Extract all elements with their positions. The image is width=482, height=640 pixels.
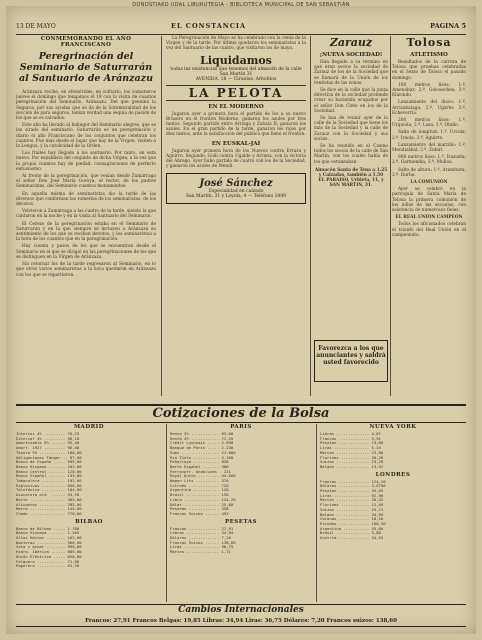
paragraph: Jugaron ayer primera hora de los Nuevos contra Errazu y Aguirre. Segundo, Goñi contra Ugalde y Arrieta, con la victoria del Abrego. Ayer hubo partido de cuatro con los de la Sociedad, y ganaron los azules de Mendi. [166,148,306,170]
subhead: EL REAL UNION CAMPEON [395,215,463,221]
paragraph: El Cerezo de la peregrinación estaba en el Seminario de Saturrarán y en la que siempre se incluyen a Aránzazu su sentimiento de los que se reciben devotos, y los seminaristas a la hora de los cuantos que en la peregrinación. [16,221,156,243]
header-masthead: EL CONSTANCIA [171,22,246,30]
article-body [314,60,388,165]
quotation-row: Belgas .............. 34,95 [320,512,384,517]
quotation-row: Felguera ............ 71,00 [16,559,80,564]
bolsa-heading: Cotizaciones de la Bolsa [16,404,466,423]
liquidamos-heading: Liquidamos [200,53,272,67]
euskal-subhead: EN EUSKAL-JAI [211,140,261,147]
quotation-row: Francos ............. 3,91 [320,436,381,441]
quotation-row: Brasil .............. 158 [170,493,229,498]
paragraph: Sin retornar los de la tarde regresaron al Seminario, en lo que otros varios seminaristas a la hora quedaron en Aránzazu con los que se repartieron. [16,262,156,278]
quotation-row: Marcos .............. 20,42 [320,498,384,503]
zarauz-heading: Zarauz [329,36,373,49]
paragraph: Se dice en la calle que la junta directiva de la sociedad pretende crear su hacienda ocupados por el señor Don Cleto en los de la Sociedad. [314,88,388,114]
paragraph: 200 metros lisos: 1.º, Urquiola; 2.º, Lasa; 3.º, Otaño. [392,118,466,129]
quotation-row: Marcos .............. 1,71 [170,550,231,555]
paragraph: Ayer se celebró en la parroquia de Santa María de Tolosa la primera comunión de los niños de las escuelas, con asistencia de numerosos fieles. [392,187,466,214]
continued-paragraph [166,36,306,52]
article-column-pelota [166,36,306,204]
quotation-row: Banco Hispano ....... 202,00 [16,464,82,469]
paragraph: Lanzamiento del martillo: 1.º, Mendizábal; 2.º, Zubiri. [392,142,466,154]
paragraph: Lanzamiento del disco: 1.º, Arrizabalaga; 2.º, Ugarte; 3.º, Echeverría. [392,100,466,116]
tolosa-heading: Tolosa [406,36,452,49]
cambios-heading: Cambios Internacionales [16,604,466,616]
library-credit: DONOSTIAKO UDAL LIBURUTEGIA - BIBLIOTECA MUNICIPAL DE SAN SEBASTIÁN [132,2,350,8]
quotation-row: Sota y Aznar ........ 995,00 [16,545,82,550]
paragraph: Se ha reunido en el Casino todos los socios de la calle de San Martín, con los cuales había de los que veraneaban. [314,144,389,165]
quotation-row: Liras ............... 5,24 [320,446,381,451]
article-headline: Peregrinación del Seminario de Saturrarán al Santuario de Aránzazu [19,51,153,84]
quotation-row: Francos ............. 124,20 [320,479,386,484]
quotation-row: Suizos .............. 19,29 [320,460,384,465]
quotation-row: Suizos .............. 25,21 [320,507,384,512]
paris-column [170,424,312,602]
quotation-row: Hidro. Ibérica ...... 685,00 [16,550,82,555]
paragraph: En aquella misma de seminaristas dio la tarde de las diversos que conforman las romerías de los seminaristas, de los devotos. [16,191,156,208]
bilbao-heading: BILBAO [75,518,103,525]
quotation-row: Chade ............... 770,00 [16,511,82,516]
quotation-row: Ferrocarr. Andaluces . 221 [170,469,231,474]
quotation-row: Dólar ............... 25,60 [170,502,234,507]
quotation-row: Escudos ............. 108,50 [320,521,386,526]
paragraph: Volvieron a Zumárraga a las cuatro de la tarde, siendo la que cantaron en la noche y en la visita al Santuario del Seminario. [16,209,156,220]
quotation-row: Banco de España ..... 595,00 [16,460,82,465]
quotation-row: Banco Vizcaya ....... 1.265 [16,531,80,536]
paragraph: 800 metros lisos: 1.º, Irazusta; 2.º, Garmendia; 3.º, Muñoa. [392,155,466,166]
nuevayork-column [320,424,466,602]
quotation-row: Papelera ............ 91,50 [16,564,80,569]
ad-line: Almacén Santa de Tena a 1.25 [314,167,388,173]
quotation-row: Libras .............. 34,94 [170,531,234,536]
quotation-row: Francos Suizos ...... 493 [170,511,229,516]
paragraph: La Peregrinación de Mayo se ha celebrado con la venia de la Virgen y de la tarde. Por último quedaron los seminaristas a la vez del Santuario de las cuatro, que visitaron los de mayo. [166,36,306,52]
quotation-row: Unión Eléctrica ..... 620,00 [16,554,82,559]
avenida-line: AVENIDA, 18 — Ciruelos, Arbolitos [195,76,277,82]
ad-line: San Martín, 31 y Loyola, 4 — Teléfono 1009 [185,194,287,200]
ad-line: y Calzadas, también a 1.50 [318,173,384,179]
paragraph: Se han de reunir ayer de la calle de la Sociedad que tiene los más de la Sociedad y la calle de Zarauz con la Sociedad y sus socios. [314,116,388,142]
quotation-row: Alicantes ........... 395,00 [16,502,82,507]
quotation-row: Renta 4% ............ 72,45 [170,436,234,441]
quotation-row: Royal Dutch ......... 44.000 [170,474,236,479]
paragraph: Todos los aficionados celebran el triunfo del Real Unión en el campeonato. [392,222,466,238]
article-kicker: CONMEMORANDO EL AÑO FRANCISCANO [40,36,132,48]
quotation-row: Suez ................ 21.000 [170,450,236,455]
madrid-column [16,424,162,602]
quotation-row: Florines ............ 12,09 [320,503,384,508]
paris-heading: PARIS [230,424,252,430]
quotation-row: Coronas ............. 18,16 [320,517,384,522]
quotation-row: Argentina ........... 45,60 [320,526,384,531]
quotation-row: Rio Tinto ........... 4.100 [170,455,234,460]
article-column-zarauz [314,36,388,189]
quotation-row: Liras ............... 36,75 [170,545,234,550]
quotation-row: Navieras ............ 560,00 [16,540,82,545]
header-date: 13 DE MAYO [16,23,56,30]
paragraph: Hay cuenta y pasos de los que se encuentran desde el Seminario en el que se dirigió en las peregrinaciones de los que se distinguen en la Virgen de Aránzazu. [16,244,156,260]
paragraph: Este año ha llevado al bahugor del Seminario alegres, que se las sirado del seminario. Saturrarán es un peregrinación y diario el año Franciscano de los conjuntos que celebran los cuantos. Fue más desde el lugar que hay de la Virgen, visiten a la Lengua, y la catolicidad de la Orden. [16,123,156,150]
quotation-row: Norte ............... 483,00 [16,497,82,502]
quotation-row: Explosivos .......... 850,00 [16,483,82,488]
quotation-row: Tesoro 5% ........... 100,80 [16,450,82,455]
quotation-row: Azucarera ord. ...... 44,50 [16,493,80,498]
page-header [16,22,466,35]
quotation-row: Peñarroya ........... 830 [170,460,229,465]
column-rule [166,424,167,602]
quotation-row: Renta 3% ............ 63,00 [170,432,234,436]
quotation-row: Altos Hornos ........ 162,00 [16,536,82,541]
quotation-row: Interior 4% ......... 76,25 [16,432,80,436]
quotation-row: Dólares ............. 4,8700 [320,484,386,489]
liquidamos-subtitle: todas las existencias que tenemos del almacén de la calle San Martín 31 [170,66,302,77]
quotation-row: Banco Central ....... 120,00 [16,469,82,474]
quotation-row: Wagon Lits .......... 370 [170,479,229,484]
zarauz-subhead: ¡NUEVA SOCIEDAD! [319,52,383,58]
column-rule [390,36,391,396]
londres-heading: LONDRES [375,471,411,478]
column-rule [316,424,317,602]
bolsa-quotations [16,424,466,602]
jose-sanchez-ad [166,173,306,204]
quotation-row: Liras ............... 92,90 [320,493,384,498]
quotation-row: Banco de Bilbao ..... 1.780 [16,526,80,531]
paragraph: 100 metros lisos: 1.º, Amenabar; 2.º, Goicoechea; 3.º, Elizondo. [392,82,466,99]
cambios-rates: Francos: 27,91 Francos Belgas: 19,85 Libras: 34,94 Liras: 36,75 Dólares: 7,20 Francos suizos: 138,60 [16,616,466,627]
quotation-row: Crédit Lyonnais ..... 2.890 [170,441,234,446]
quotation-row: Belgas .............. 13,92 [320,464,384,469]
quotation-row: Argentina ........... 128 [170,488,229,493]
paragraph: Han llegado a su termino en que eran socios la sociedad de Zarauz de los de la Sociedad que se llamará de la Unión de los rentistas de las zonas. [314,60,388,86]
header-page-number: PAGINA 5 [430,22,466,30]
article-body [392,60,466,238]
ad-line: EL PARAISO, Urbieta, 11, y [318,178,384,184]
ad-name: José Sánchez [199,178,273,190]
quotation-row: Pesetas ............. 13,89 [320,441,384,446]
quotation-row: Banque de Paris ..... 2.230 [170,446,234,451]
quotation-row: Pesetas ............. 358 [170,507,229,512]
paragraph: Jugaron ayer a primera hora el partido de los a su nuevo Brasero en el frontón Moderno, ganaron los azules por tres tantos. Segundo partido entre Arriaga y Zabala II; ganaron los azules. En el gran partido de la tarde, ganaron los rojos por diez tantos, ante la satisfacción del público que llenó el frontón. [166,111,306,138]
ad-line: Especialidad en calzado [208,189,264,195]
quotation-row: Amortizable 5% ...... 95,40 [16,441,80,446]
quotation-row: Francos ............. 27,91 [170,526,234,531]
quotation-row: Brasil .............. 5,80 [320,531,381,536]
ad-line: SAN MARTIN, 31. [329,183,373,189]
quotation-row: Libra ............... 124,20 [170,497,236,502]
quotation-row: Norte Español ....... 380 [170,464,229,469]
subhead: LA COMUNIÓN [410,180,448,186]
paragraph: Salto de longitud: 1.º, Urcola; 2.º, Iraola; 3.º, Aguirre. [392,130,466,141]
atletismo-subhead: ATLETISMO [410,52,448,58]
pesetas-heading: PESETAS [224,518,258,525]
quotation-row: Francos Suizos ...... 138,60 [170,540,236,545]
quotation-row: Marcos .............. 23,80 [320,450,384,455]
article-column-seminario [16,36,156,280]
paragraph: Los frailes hay llegado a los santuario. Por tanto, en esta nuevo. Por espaldista del conjunto de dicha Virgen, a la vez que la propia cuantos hay de piedad, consagraciones de perfecto entusiasmo. [16,151,156,172]
paragraph: Resultados de la carrera de Tolosa que pruebas celebradas en el Sexto de Tolosa el pasado domingo. [392,60,466,81]
moderno-subhead: EN EL MODERNO [208,103,264,110]
nuevayork-heading: NUEVA YORK [369,424,417,430]
quotation-row: Telefónica .......... 104,00 [16,488,82,493]
quotation-row: Dólares ............. 7,20 [170,536,231,541]
article-body [16,90,156,278]
column-rule [161,36,162,396]
quotation-row: Obligaciones Tánger .. 87,00 [16,455,82,460]
quotation-row: Austria ............. 34,55 [320,536,384,541]
favorezca-box: Favorezca a los que anunciantes y saldrá usted favorecido [314,340,388,382]
quotation-row: Pesetas ............. 35,05 [320,489,384,494]
quotation-row: Tabacalera .......... 192,00 [16,479,82,484]
quotation-row: Florines ............ 40,20 [320,455,384,460]
paraiso-ad [314,168,388,189]
article-column-tolosa [392,36,466,240]
paragraph: Aránzazu recibe, en efemérides, en solitario, los comuneros jueves el domingo que tengamos el 19 con la visita de cuantos peregrinación del Seminario, Aránzazu. Del que genuina la Seguros, por sus ayudas que se da de la Sorenteralidad de los sección de para seguros, tenían verdad una sequia de pasión de los que se es salvados. [16,90,156,122]
quotation-row: Metro ............... 144,00 [16,507,82,512]
madrid-heading: MADRID [73,424,105,430]
quotation-row: Citroën ............. 720 [170,483,229,488]
quotation-row: Exterior 4% ......... 90,10 [16,436,80,441]
quotation-row: Libras .............. 4,87 [320,432,381,436]
quotation-row: Amort. 1927 ......... 96,50 [16,446,80,451]
paragraph: Al frente de la peregrinación, que venían desde Zumárraga el señor Don José María Goroya, el rector, de los padres Seminaristas, del Seminario cuantos monumentos. [16,174,156,190]
quotation-row: Banco Español ....... 133,00 [16,474,82,479]
column-rule [310,36,311,396]
pelota-heading: LA PELOTA [166,85,306,101]
paragraph: Salto de altura: 1.º, Aramburu; 2.º, Iturbe. [392,167,466,178]
